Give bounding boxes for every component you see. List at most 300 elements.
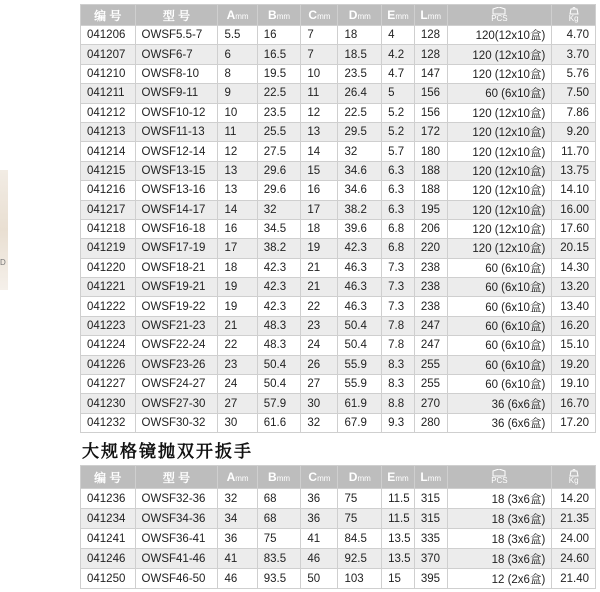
header-e: Emm bbox=[382, 466, 415, 489]
cell-kg: 19.10 bbox=[552, 375, 596, 394]
cell-e: 7.3 bbox=[382, 278, 415, 297]
cell-e: 8.3 bbox=[382, 375, 415, 394]
cell-code: 041226 bbox=[81, 355, 136, 374]
cell-e: 5 bbox=[382, 84, 415, 103]
cell-code: 041207 bbox=[81, 45, 136, 64]
cell-b: 32 bbox=[257, 200, 301, 219]
table-row bbox=[81, 84, 596, 103]
cell-e: 7.3 bbox=[382, 297, 415, 316]
cell-kg: 3.70 bbox=[552, 45, 596, 64]
cell-kg: 13.40 bbox=[552, 297, 596, 316]
cell-pcs: 60 (6x10盒) bbox=[447, 278, 552, 297]
cell-l: 238 bbox=[414, 278, 447, 297]
cell-e: 8.3 bbox=[382, 355, 415, 374]
cell-model: OWSF17-19 bbox=[135, 239, 218, 258]
cell-a: 12 bbox=[218, 142, 257, 161]
cell-d: 39.6 bbox=[338, 219, 382, 238]
cell-pcs: 60 (6x10盒) bbox=[447, 336, 552, 355]
header-l: Lmm bbox=[414, 5, 447, 26]
cell-model: OWSF6-7 bbox=[135, 45, 218, 64]
cell-l: 370 bbox=[414, 549, 447, 569]
cell-pcs: 120 (12x10盒) bbox=[447, 64, 552, 83]
cell-e: 11.5 bbox=[382, 489, 415, 509]
cell-l: 147 bbox=[414, 64, 447, 83]
table-row bbox=[81, 529, 596, 549]
cell-e: 6.3 bbox=[382, 161, 415, 180]
cell-pcs: 120 (12x10盒) bbox=[447, 45, 552, 64]
cell-kg: 7.50 bbox=[552, 84, 596, 103]
cell-code: 041232 bbox=[81, 413, 136, 432]
table-row bbox=[81, 122, 596, 141]
cell-b: 34.5 bbox=[257, 219, 301, 238]
cell-model: OWSF18-21 bbox=[135, 258, 218, 277]
cell-model: OWSF10-12 bbox=[135, 103, 218, 122]
table-row bbox=[81, 509, 596, 529]
cell-l: 206 bbox=[414, 219, 447, 238]
header-kg: Kg bbox=[552, 5, 596, 26]
cell-pcs: 36 (6x6盒) bbox=[447, 413, 552, 432]
cell-kg: 4.70 bbox=[552, 26, 596, 45]
cell-e: 6.3 bbox=[382, 181, 415, 200]
header-c: Cmm bbox=[301, 466, 338, 489]
cell-l: 335 bbox=[414, 529, 447, 549]
cell-code: 041230 bbox=[81, 394, 136, 413]
cell-d: 75 bbox=[338, 489, 382, 509]
cell-e: 5.7 bbox=[382, 142, 415, 161]
cell-c: 16 bbox=[301, 181, 338, 200]
cell-pcs: 120 (12x10盒) bbox=[447, 142, 552, 161]
cell-d: 103 bbox=[338, 569, 382, 589]
cell-c: 26 bbox=[301, 355, 338, 374]
cell-model: OWSF9-11 bbox=[135, 84, 218, 103]
cell-code: 041215 bbox=[81, 161, 136, 180]
cell-kg: 13.75 bbox=[552, 161, 596, 180]
spec-table-main bbox=[80, 4, 596, 433]
cell-d: 23.5 bbox=[338, 64, 382, 83]
cell-a: 32 bbox=[218, 489, 257, 509]
cell-l: 180 bbox=[414, 142, 447, 161]
cell-model: OWSF14-17 bbox=[135, 200, 218, 219]
cell-d: 50.4 bbox=[338, 316, 382, 335]
header-kg: Kg bbox=[552, 466, 596, 489]
left-edge-strip bbox=[0, 0, 76, 592]
cell-code: 041219 bbox=[81, 239, 136, 258]
cell-c: 21 bbox=[301, 258, 338, 277]
cell-c: 17 bbox=[301, 200, 338, 219]
cell-b: 42.3 bbox=[257, 297, 301, 316]
header-b: Bmm bbox=[257, 466, 301, 489]
cell-d: 34.6 bbox=[338, 161, 382, 180]
cell-d: 38.2 bbox=[338, 200, 382, 219]
cell-e: 5.2 bbox=[382, 103, 415, 122]
cell-code: 041218 bbox=[81, 219, 136, 238]
cell-b: 93.5 bbox=[257, 569, 301, 589]
cell-d: 29.5 bbox=[338, 122, 382, 141]
cell-c: 12 bbox=[301, 103, 338, 122]
cell-c: 22 bbox=[301, 297, 338, 316]
cell-kg: 13.20 bbox=[552, 278, 596, 297]
cell-model: OWSF46-50 bbox=[135, 569, 218, 589]
cell-code: 041210 bbox=[81, 64, 136, 83]
header-pcs: PCS bbox=[447, 5, 552, 26]
cell-e: 11.5 bbox=[382, 509, 415, 529]
cell-pcs: 120 (12x10盒) bbox=[447, 219, 552, 238]
cell-model: OWSF32-36 bbox=[135, 489, 218, 509]
cell-a: 10 bbox=[218, 103, 257, 122]
cell-model: OWSF12-14 bbox=[135, 142, 218, 161]
cell-e: 7.8 bbox=[382, 336, 415, 355]
cell-c: 7 bbox=[301, 45, 338, 64]
cell-e: 5.2 bbox=[382, 122, 415, 141]
cell-pcs: 60 (6x10盒) bbox=[447, 258, 552, 277]
cell-b: 19.5 bbox=[257, 64, 301, 83]
table-row bbox=[81, 394, 596, 413]
cell-d: 61.9 bbox=[338, 394, 382, 413]
cell-model: OWSF24-27 bbox=[135, 375, 218, 394]
cell-c: 21 bbox=[301, 278, 338, 297]
cell-l: 238 bbox=[414, 258, 447, 277]
spec-sheet bbox=[80, 4, 596, 589]
cell-l: 238 bbox=[414, 297, 447, 316]
cell-model: OWSF23-26 bbox=[135, 355, 218, 374]
cell-e: 6.3 bbox=[382, 200, 415, 219]
cell-model: OWSF34-36 bbox=[135, 509, 218, 529]
cell-kg: 5.76 bbox=[552, 64, 596, 83]
cell-a: 18 bbox=[218, 258, 257, 277]
table-row bbox=[81, 413, 596, 432]
cell-b: 48.3 bbox=[257, 336, 301, 355]
cell-l: 315 bbox=[414, 489, 447, 509]
cell-b: 57.9 bbox=[257, 394, 301, 413]
spec-table-large bbox=[80, 465, 596, 589]
table-row bbox=[81, 375, 596, 394]
table-row bbox=[81, 45, 596, 64]
cell-c: 27 bbox=[301, 375, 338, 394]
cell-pcs: 18 (3x6盒) bbox=[447, 549, 552, 569]
cell-pcs: 120 (12x10盒) bbox=[447, 239, 552, 258]
cell-b: 38.2 bbox=[257, 239, 301, 258]
cell-kg: 14.30 bbox=[552, 258, 596, 277]
cell-d: 34.6 bbox=[338, 181, 382, 200]
cell-model: OWSF5.5-7 bbox=[135, 26, 218, 45]
cell-l: 172 bbox=[414, 122, 447, 141]
table-row bbox=[81, 26, 596, 45]
cell-c: 7 bbox=[301, 26, 338, 45]
cell-pcs: 120(12x10盒) bbox=[447, 26, 552, 45]
header-a: Amm bbox=[218, 5, 257, 26]
cell-kg: 24.00 bbox=[552, 529, 596, 549]
header-a: Amm bbox=[218, 466, 257, 489]
cell-l: 156 bbox=[414, 84, 447, 103]
cell-b: 42.3 bbox=[257, 258, 301, 277]
cell-a: 27 bbox=[218, 394, 257, 413]
table-row bbox=[81, 278, 596, 297]
cell-pcs: 60 (6x10盒) bbox=[447, 316, 552, 335]
cell-kg: 16.20 bbox=[552, 316, 596, 335]
cell-c: 50 bbox=[301, 569, 338, 589]
cell-e: 6.8 bbox=[382, 219, 415, 238]
table-row bbox=[81, 219, 596, 238]
cell-e: 7.8 bbox=[382, 316, 415, 335]
cell-pcs: 18 (3x6盒) bbox=[447, 509, 552, 529]
cell-l: 156 bbox=[414, 103, 447, 122]
cell-d: 32 bbox=[338, 142, 382, 161]
cell-code: 041221 bbox=[81, 278, 136, 297]
cell-a: 13 bbox=[218, 161, 257, 180]
cell-kg: 9.20 bbox=[552, 122, 596, 141]
cell-code: 041246 bbox=[81, 549, 136, 569]
table-row bbox=[81, 64, 596, 83]
cell-kg: 7.86 bbox=[552, 103, 596, 122]
cell-pcs: 36 (6x6盒) bbox=[447, 394, 552, 413]
cell-d: 42.3 bbox=[338, 239, 382, 258]
cell-d: 26.4 bbox=[338, 84, 382, 103]
cell-code: 041216 bbox=[81, 181, 136, 200]
cell-a: 17 bbox=[218, 239, 257, 258]
table-row bbox=[81, 181, 596, 200]
cell-e: 7.3 bbox=[382, 258, 415, 277]
cell-l: 128 bbox=[414, 26, 447, 45]
cell-b: 25.5 bbox=[257, 122, 301, 141]
table-row bbox=[81, 355, 596, 374]
cell-kg: 16.70 bbox=[552, 394, 596, 413]
cell-d: 50.4 bbox=[338, 336, 382, 355]
cell-e: 13.5 bbox=[382, 529, 415, 549]
cell-c: 32 bbox=[301, 413, 338, 432]
cell-kg: 14.20 bbox=[552, 489, 596, 509]
cell-kg: 21.35 bbox=[552, 509, 596, 529]
cell-c: 10 bbox=[301, 64, 338, 83]
cell-a: 41 bbox=[218, 549, 257, 569]
cell-c: 14 bbox=[301, 142, 338, 161]
section-title: 大规格镜抛双开扳手 bbox=[82, 442, 253, 462]
cell-pcs: 120 (12x10盒) bbox=[447, 161, 552, 180]
table-row bbox=[81, 103, 596, 122]
cell-e: 4.7 bbox=[382, 64, 415, 83]
cell-l: 280 bbox=[414, 413, 447, 432]
cell-l: 220 bbox=[414, 239, 447, 258]
table-row bbox=[81, 336, 596, 355]
cell-kg: 16.00 bbox=[552, 200, 596, 219]
cell-code: 041222 bbox=[81, 297, 136, 316]
cell-code: 041250 bbox=[81, 569, 136, 589]
table-header-row bbox=[81, 466, 596, 489]
header-c: Cmm bbox=[301, 5, 338, 26]
cell-code: 041234 bbox=[81, 509, 136, 529]
cell-l: 395 bbox=[414, 569, 447, 589]
cell-b: 23.5 bbox=[257, 103, 301, 122]
cell-code: 041211 bbox=[81, 84, 136, 103]
cell-b: 29.6 bbox=[257, 161, 301, 180]
cell-b: 16 bbox=[257, 26, 301, 45]
cell-model: OWSF36-41 bbox=[135, 529, 218, 549]
cell-model: OWSF19-22 bbox=[135, 297, 218, 316]
cell-code: 041236 bbox=[81, 489, 136, 509]
cell-model: OWSF22-24 bbox=[135, 336, 218, 355]
cell-kg: 15.10 bbox=[552, 336, 596, 355]
cell-d: 75 bbox=[338, 509, 382, 529]
cell-e: 15 bbox=[382, 569, 415, 589]
cell-c: 15 bbox=[301, 161, 338, 180]
cell-d: 55.9 bbox=[338, 355, 382, 374]
cell-pcs: 12 (2x6盒) bbox=[447, 569, 552, 589]
cell-model: OWSF30-32 bbox=[135, 413, 218, 432]
cell-a: 5.5 bbox=[218, 26, 257, 45]
cell-b: 27.5 bbox=[257, 142, 301, 161]
cell-b: 48.3 bbox=[257, 316, 301, 335]
cell-code: 041223 bbox=[81, 316, 136, 335]
header-model: 型 号 bbox=[135, 466, 218, 489]
cell-d: 18 bbox=[338, 26, 382, 45]
cell-l: 247 bbox=[414, 336, 447, 355]
cell-pcs: 120 (12x10盒) bbox=[447, 122, 552, 141]
cell-pcs: 18 (3x6盒) bbox=[447, 529, 552, 549]
cell-pcs: 60 (6x10盒) bbox=[447, 84, 552, 103]
cell-a: 6 bbox=[218, 45, 257, 64]
cell-l: 270 bbox=[414, 394, 447, 413]
cell-a: 36 bbox=[218, 529, 257, 549]
header-e: Emm bbox=[382, 5, 415, 26]
cell-e: 6.8 bbox=[382, 239, 415, 258]
table-row bbox=[81, 161, 596, 180]
cell-a: 13 bbox=[218, 181, 257, 200]
cell-b: 68 bbox=[257, 489, 301, 509]
cell-model: OWSF21-23 bbox=[135, 316, 218, 335]
cell-a: 8 bbox=[218, 64, 257, 83]
cell-pcs: 60 (6x10盒) bbox=[447, 297, 552, 316]
cell-kg: 24.60 bbox=[552, 549, 596, 569]
cell-a: 34 bbox=[218, 509, 257, 529]
table-row bbox=[81, 297, 596, 316]
table-row bbox=[81, 239, 596, 258]
cell-b: 61.6 bbox=[257, 413, 301, 432]
cell-e: 9.3 bbox=[382, 413, 415, 432]
cell-model: OWSF41-46 bbox=[135, 549, 218, 569]
cell-pcs: 120 (12x10盒) bbox=[447, 200, 552, 219]
cell-c: 23 bbox=[301, 316, 338, 335]
cell-kg: 11.70 bbox=[552, 142, 596, 161]
cell-kg: 21.40 bbox=[552, 569, 596, 589]
header-b: Bmm bbox=[257, 5, 301, 26]
header-d: Dmm bbox=[338, 5, 382, 26]
left-edge-image bbox=[0, 170, 8, 290]
table-row bbox=[81, 258, 596, 277]
cell-code: 041217 bbox=[81, 200, 136, 219]
cell-code: 041212 bbox=[81, 103, 136, 122]
cell-e: 13.5 bbox=[382, 549, 415, 569]
cell-e: 8.8 bbox=[382, 394, 415, 413]
header-pcs: PCS bbox=[447, 466, 552, 489]
cell-d: 22.5 bbox=[338, 103, 382, 122]
cell-kg: 19.20 bbox=[552, 355, 596, 374]
cell-c: 19 bbox=[301, 239, 338, 258]
cell-l: 315 bbox=[414, 509, 447, 529]
cell-kg: 17.20 bbox=[552, 413, 596, 432]
cell-code: 041213 bbox=[81, 122, 136, 141]
cell-a: 14 bbox=[218, 200, 257, 219]
table-row bbox=[81, 200, 596, 219]
cell-c: 30 bbox=[301, 394, 338, 413]
cell-d: 55.9 bbox=[338, 375, 382, 394]
header-code: 编 号 bbox=[81, 466, 136, 489]
cell-c: 11 bbox=[301, 84, 338, 103]
cell-c: 41 bbox=[301, 529, 338, 549]
cell-b: 50.4 bbox=[257, 375, 301, 394]
cell-b: 83.5 bbox=[257, 549, 301, 569]
cell-c: 18 bbox=[301, 219, 338, 238]
cell-c: 36 bbox=[301, 489, 338, 509]
cell-model: OWSF13-15 bbox=[135, 161, 218, 180]
cell-code: 041220 bbox=[81, 258, 136, 277]
cell-d: 46.3 bbox=[338, 297, 382, 316]
cell-l: 255 bbox=[414, 355, 447, 374]
cell-pcs: 120 (12x10盒) bbox=[447, 103, 552, 122]
cell-model: OWSF11-13 bbox=[135, 122, 218, 141]
cell-d: 92.5 bbox=[338, 549, 382, 569]
cell-c: 13 bbox=[301, 122, 338, 141]
cell-l: 188 bbox=[414, 161, 447, 180]
cell-b: 22.5 bbox=[257, 84, 301, 103]
cell-b: 42.3 bbox=[257, 278, 301, 297]
cell-a: 9 bbox=[218, 84, 257, 103]
cell-b: 75 bbox=[257, 529, 301, 549]
cell-a: 21 bbox=[218, 316, 257, 335]
cell-e: 4.2 bbox=[382, 45, 415, 64]
table-row bbox=[81, 569, 596, 589]
cell-a: 30 bbox=[218, 413, 257, 432]
cell-a: 46 bbox=[218, 569, 257, 589]
cell-kg: 17.60 bbox=[552, 219, 596, 238]
cell-d: 46.3 bbox=[338, 258, 382, 277]
cell-l: 128 bbox=[414, 45, 447, 64]
cell-pcs: 60 (6x10盒) bbox=[447, 375, 552, 394]
cell-a: 19 bbox=[218, 297, 257, 316]
cell-pcs: 120 (12x10盒) bbox=[447, 181, 552, 200]
cell-l: 247 bbox=[414, 316, 447, 335]
cell-pcs: 60 (6x10盒) bbox=[447, 355, 552, 374]
left-edge-label: D bbox=[0, 258, 6, 267]
cell-a: 16 bbox=[218, 219, 257, 238]
cell-code: 041224 bbox=[81, 336, 136, 355]
table-header-row bbox=[81, 5, 596, 26]
cell-c: 36 bbox=[301, 509, 338, 529]
cell-model: OWSF8-10 bbox=[135, 64, 218, 83]
cell-b: 29.6 bbox=[257, 181, 301, 200]
cell-d: 84.5 bbox=[338, 529, 382, 549]
cell-model: OWSF13-16 bbox=[135, 181, 218, 200]
header-code: 编 号 bbox=[81, 5, 136, 26]
cell-a: 19 bbox=[218, 278, 257, 297]
cell-a: 22 bbox=[218, 336, 257, 355]
cell-model: OWSF16-18 bbox=[135, 219, 218, 238]
cell-model: OWSF27-30 bbox=[135, 394, 218, 413]
table-row bbox=[81, 549, 596, 569]
cell-a: 11 bbox=[218, 122, 257, 141]
cell-d: 46.3 bbox=[338, 278, 382, 297]
cell-c: 24 bbox=[301, 336, 338, 355]
header-model: 型 号 bbox=[135, 5, 218, 26]
cell-l: 188 bbox=[414, 181, 447, 200]
cell-b: 68 bbox=[257, 509, 301, 529]
cell-a: 24 bbox=[218, 375, 257, 394]
cell-b: 16.5 bbox=[257, 45, 301, 64]
cell-code: 041241 bbox=[81, 529, 136, 549]
cell-e: 4 bbox=[382, 26, 415, 45]
header-d: Dmm bbox=[338, 466, 382, 489]
cell-code: 041227 bbox=[81, 375, 136, 394]
cell-a: 23 bbox=[218, 355, 257, 374]
cell-model: OWSF19-21 bbox=[135, 278, 218, 297]
